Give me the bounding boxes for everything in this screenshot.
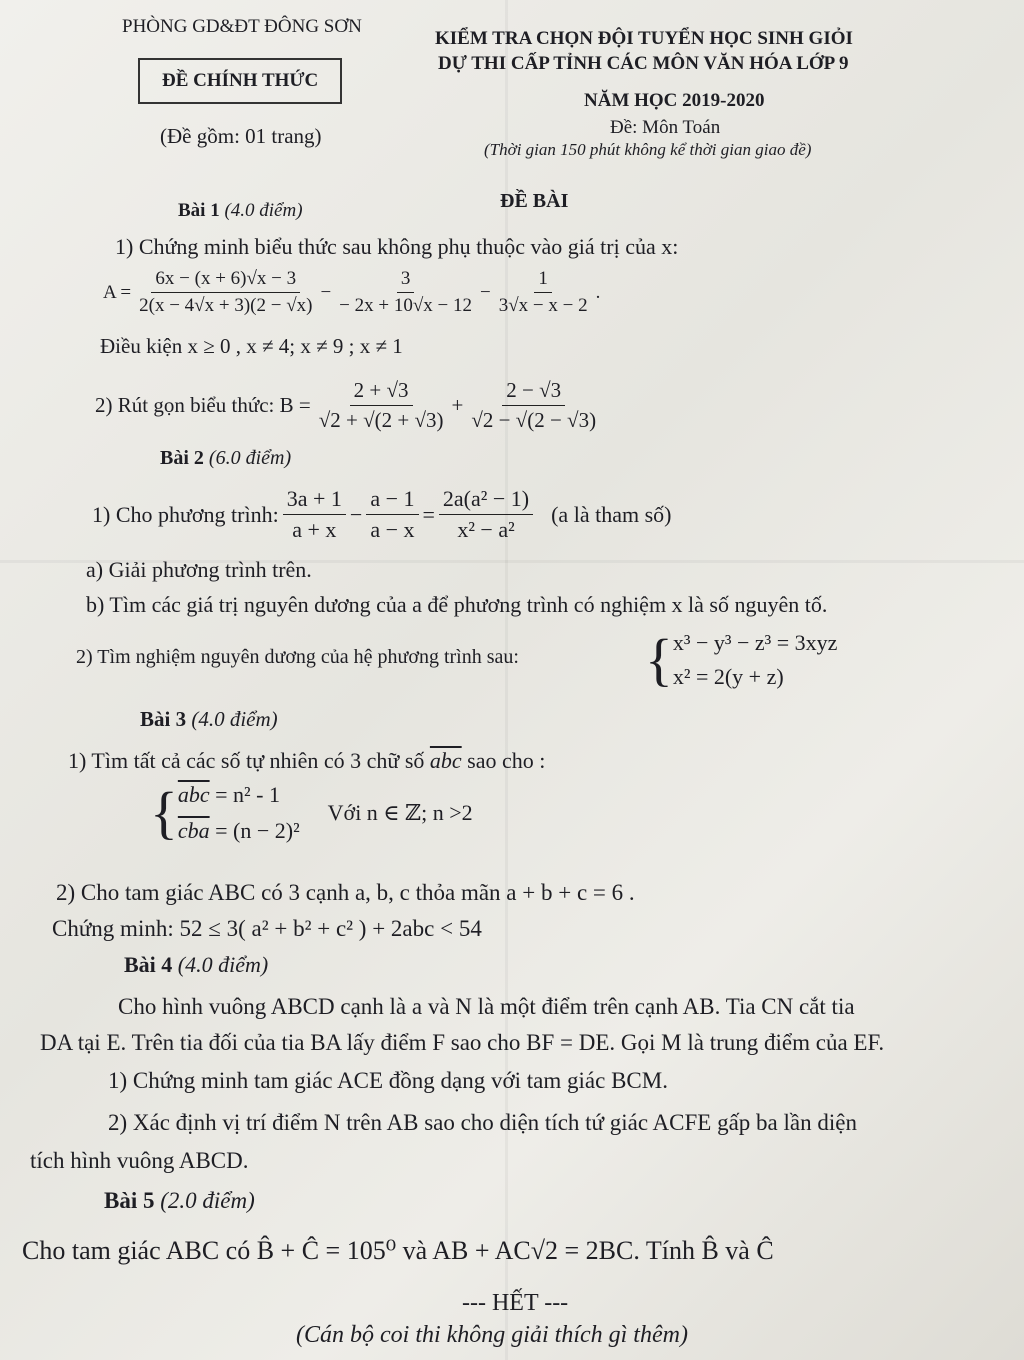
fraction-b1: $\frac{2 + √3}{√2 + √(2 + √3)}$	[318, 378, 444, 432]
fraction-2: $\frac{3}{- 2x + 10√x - 12}$	[339, 268, 472, 316]
bai3-prove: Chứng minh: 52 ≤ 3( a² + b² + c² ) + 2abc < 54	[52, 916, 482, 941]
school-year: NĂM HỌC 2019-2020	[584, 90, 765, 111]
bai3-part1: 1) Tìm tất cả các số tự nhiên có 3 chữ số $\overline{abc}$ sao cho :	[68, 748, 546, 773]
fraction-3: $\frac{1}{3√x - x - 2}$	[498, 268, 588, 316]
system-bai2: { x³ − y³ − z³ = 3xyz x² = 2(y + z)	[645, 627, 838, 692]
fraction-b2: $\frac{2 - √3}{√2 - √(2 - √3)}$	[471, 378, 597, 432]
bai3-heading: Bài 3 (4.0 điểm)	[140, 707, 278, 731]
fraction-1: $\frac{6x - (x + 6)√x - 3}{2(x - 4√x + 3)(2 - √x)}$	[139, 268, 313, 316]
bai2-part2: 2) Tìm nghiệm nguyên dương của hệ phương trình sau:	[76, 646, 519, 668]
bai4-heading: Bài 4 (4.0 điểm)	[124, 952, 269, 977]
equation-bai2: 1) Cho phương trình: $\frac{3a + 1}{a + x}$ − $\frac{a - 1}{a - x}$ = $\frac{\text{2a(a² − 1)}}{\text{x² − a²}}$ (a là tham số)	[92, 486, 672, 542]
condition: Điều kiện x ≥ 0 , x ≠ 4; x ≠ 9 ; x ≠ 1	[100, 334, 403, 358]
fraction-e3: $\frac{\text{2a(a² − 1)}}{\text{x² − a²}}$	[439, 486, 533, 543]
exam-title-2: DỰ THI CẤP TỈNH CÁC MÔN VĂN HÓA LỚP 9	[438, 53, 849, 74]
duration: (Thời gian 150 phút không kể thời gian giao đề)	[484, 140, 812, 159]
section-title: ĐỀ BÀI	[500, 190, 569, 212]
fraction-e1: $\frac{3a + 1}{a + x}$	[283, 486, 346, 543]
bai2-b: b) Tìm các giá trị nguyên dương của a để phương trình có nghiệm x là số nguyên tố.	[86, 592, 828, 617]
fraction-e2: $\frac{a - 1}{a - x}$	[366, 486, 418, 543]
bai2-heading: Bài 2 (6.0 điểm)	[160, 447, 292, 469]
bai1-heading: Bài 1 (4.0 điểm)	[178, 200, 303, 221]
end-marker: --- HẾT ---	[462, 1290, 569, 1316]
expression-a: A = $\frac{6x - (x + 6)√x - 3}{2(x - 4√x + 3)(2 - √x)}$ − $\frac{3}{- 2x + 10√x - 12}$ − $\frac{1}{3√x - x - 2}$ .	[103, 268, 601, 316]
department: PHÒNG GD&ĐT ĐÔNG SƠN	[122, 16, 362, 37]
bai2-a: a) Giải phương trình trên.	[86, 557, 312, 582]
footer-note: (Cán bộ coi thi không giải thích gì thêm)	[296, 1322, 688, 1348]
bai4-line5: tích hình vuông ABCD.	[30, 1148, 249, 1173]
official-label: ĐỀ CHÍNH THỨC	[138, 58, 342, 104]
bai4-line4: 2) Xác định vị trí điểm N trên AB sao cho diện tích tứ giác ACFE gấp ba lần diện	[108, 1110, 857, 1135]
bai4-line1: Cho hình vuông ABCD cạnh là a và N là một điểm trên cạnh AB. Tia CN cắt tia	[118, 994, 855, 1019]
bai3-part2: 2) Cho tam giác ABC có 3 cạnh a, b, c thỏa mãn a + b + c = 6 .	[56, 880, 635, 905]
expression-b: 2) Rút gọn biểu thức: B = $\frac{2 + √3}{√2 + √(2 + √3)}$ + $\frac{2 - √3}{√2 - √(2 - √3)}$	[95, 378, 604, 433]
page-count: (Đề gồm: 01 trang)	[160, 124, 322, 148]
bai4-line2: DA tại E. Trên tia đối của tia BA lấy điểm F sao cho BF = DE. Gọi M là trung điểm của EF.	[40, 1030, 885, 1055]
bai4-line3: 1) Chứng minh tam giác ACE đồng dạng với tam giác BCM.	[108, 1068, 668, 1093]
exam-title-1: KIỂM TRA CHỌN ĐỘI TUYỂN HỌC SINH GIỎI	[435, 28, 853, 49]
bai1-part1: 1) Chứng minh biểu thức sau không phụ thuộc vào giá trị của x:	[115, 234, 679, 259]
subject: Đề: Môn Toán	[610, 117, 721, 138]
bai5-heading: Bài 5 (2.0 điểm)	[104, 1188, 255, 1213]
bai5-text: Cho tam giác ABC có B̂ + Ĉ = 105⁰ và AB + AC√2 = 2BC. Tính B̂ và Ĉ	[22, 1236, 774, 1265]
system-bai3: { $\overline{abc} = n^2 - 1$ $\overline{cba} = (n - 2)^2$ Với n ∈ ℤ; n >2	[150, 780, 473, 845]
